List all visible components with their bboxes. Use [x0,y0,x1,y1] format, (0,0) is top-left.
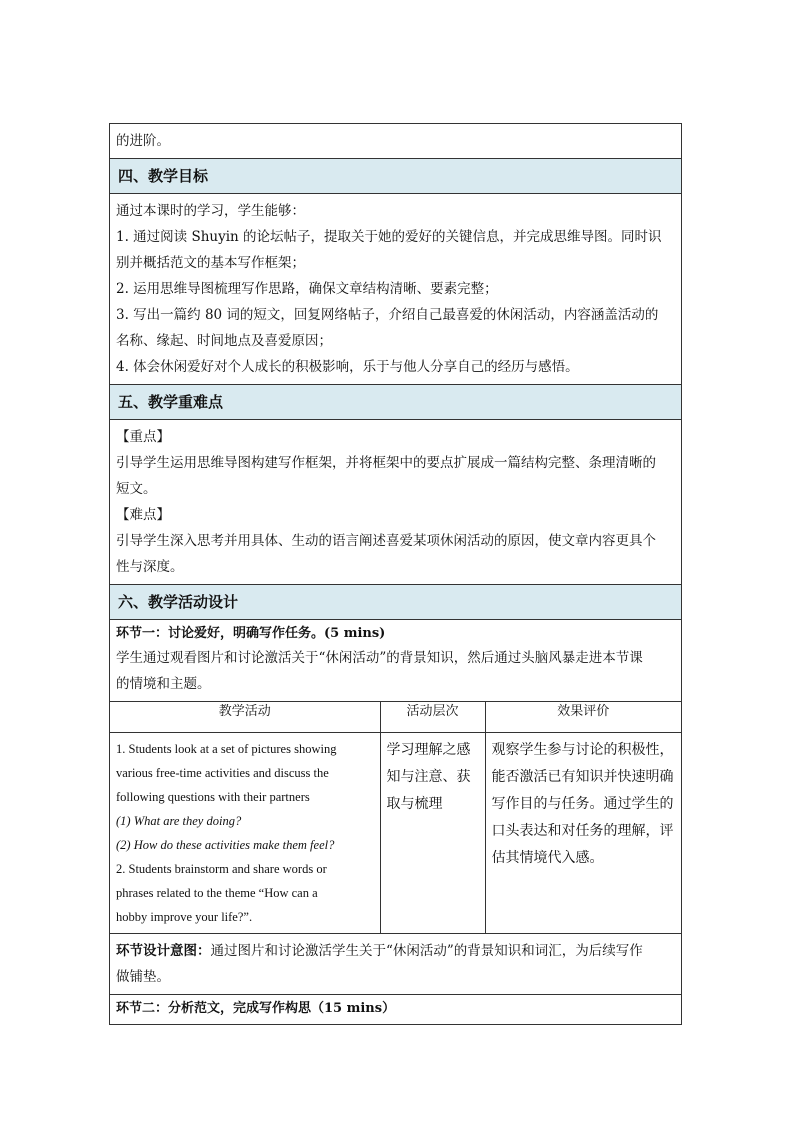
key-point-line: 短文。 [116,481,157,497]
objectives-body [110,193,681,384]
activity-line: hobby improve your life?”. [116,909,253,924]
design-intent-label: 环节设计意图： [116,942,211,959]
level-line: 取与梳理 [386,795,443,812]
step1-title: 环节一：讨论爱好，明确写作任务。(5 mins) [110,619,681,645]
question-line: (1) What are they doing? [116,813,242,828]
continuation-text: 的进阶。 [116,133,170,149]
col-header-activity: 教学活动 [110,702,380,732]
activity-line: 1. Students look at a set of pictures showing [116,741,337,756]
difficulty-line: 性与深度。 [116,559,184,575]
objectives-line: 2. 运用思维导图梳理写作思路，确保文章结构清晰、要素完整； [116,281,498,297]
activity-line: following questions with their partners [116,789,310,804]
evaluation-line: 口头表达和对任务的理解，评 [491,822,674,839]
activity-line: phrases related to the theme “How can a [116,885,318,900]
section-heading-activities: 六、教学活动设计 [110,584,681,619]
evaluation-line: 写作目的与任务。通过学生的 [491,795,674,812]
step2-title: 环节二：分析范文，完成写作构思（15 mins） [110,994,681,1024]
lesson-plan-table [109,123,682,1025]
objectives-line: 名称、缘起、时间地点及喜爱原因； [116,333,332,349]
step1-description [110,645,681,701]
evaluation-line: 估其情境代入感。 [491,849,604,866]
question-line: (2) How do these activities make them feel? [116,837,335,852]
objectives-line: 别并概括范文的基本写作框架； [116,255,305,271]
design-intent-line: 通过图片和讨论激活学生关于“休闲活动”的背景知识和词汇，为后续写作 [210,942,643,959]
key-point-label: 【重点】 [116,429,170,445]
key-points-body [110,419,681,584]
difficulty-label: 【难点】 [116,507,170,523]
activity-line: various free-time activities and discuss the [116,765,329,780]
activity-table-row [110,701,681,933]
difficulty-line: 引导学生深入思考并用具体、生动的语言阐述喜爱某项休闲活动的原因，使文章内容更具个 [116,533,656,549]
level-cell [380,732,485,933]
activity-line: 2. Students brainstorm and share words or [116,861,327,876]
objectives-line: 3. 写出一篇约 80 词的短文，回复网络帖子，介绍自己最喜爱的休闲活动，内容涵盖活动的 [116,307,659,323]
level-line: 知与注意、获 [386,768,471,785]
key-point-line: 引导学生运用思维导图构建写作框架，并将框架中的要点扩展成一篇结构完整、条理清晰的 [116,455,656,471]
section-heading-objectives: 四、教学目标 [110,158,681,193]
objectives-line: 4. 体会休闲爱好对个人成长的积极影响，乐于与他人分享自己的经历与感悟。 [116,359,579,375]
section-heading-key-points: 五、教学重难点 [110,384,681,419]
activity-table [110,702,681,933]
step1-line: 学生通过观看图片和讨论激活关于“休闲活动”的背景知识，然后通过头脑风暴走进本节课 [116,650,643,666]
level-line: 学习理解之感 [386,741,471,758]
step1-line: 的情境和主题。 [116,676,211,692]
evaluation-line: 能否激活已有知识并快速明确 [491,768,674,785]
evaluation-cell [485,732,681,933]
activity-cell [110,732,380,933]
design-intent-line: 做铺垫。 [116,968,170,985]
evaluation-line: 观察学生参与讨论的积极性， [491,741,674,758]
design-intent [110,933,681,994]
objectives-line: 1. 通过阅读 Shuyin 的论坛帖子，提取关于她的爱好的关键信息，并完成思维导图。同时识 [116,229,662,245]
continuation-row [110,124,681,158]
objectives-line: 通过本课时的学习，学生能够： [116,203,305,219]
col-header-evaluation: 效果评价 [485,702,681,732]
col-header-level: 活动层次 [380,702,485,732]
